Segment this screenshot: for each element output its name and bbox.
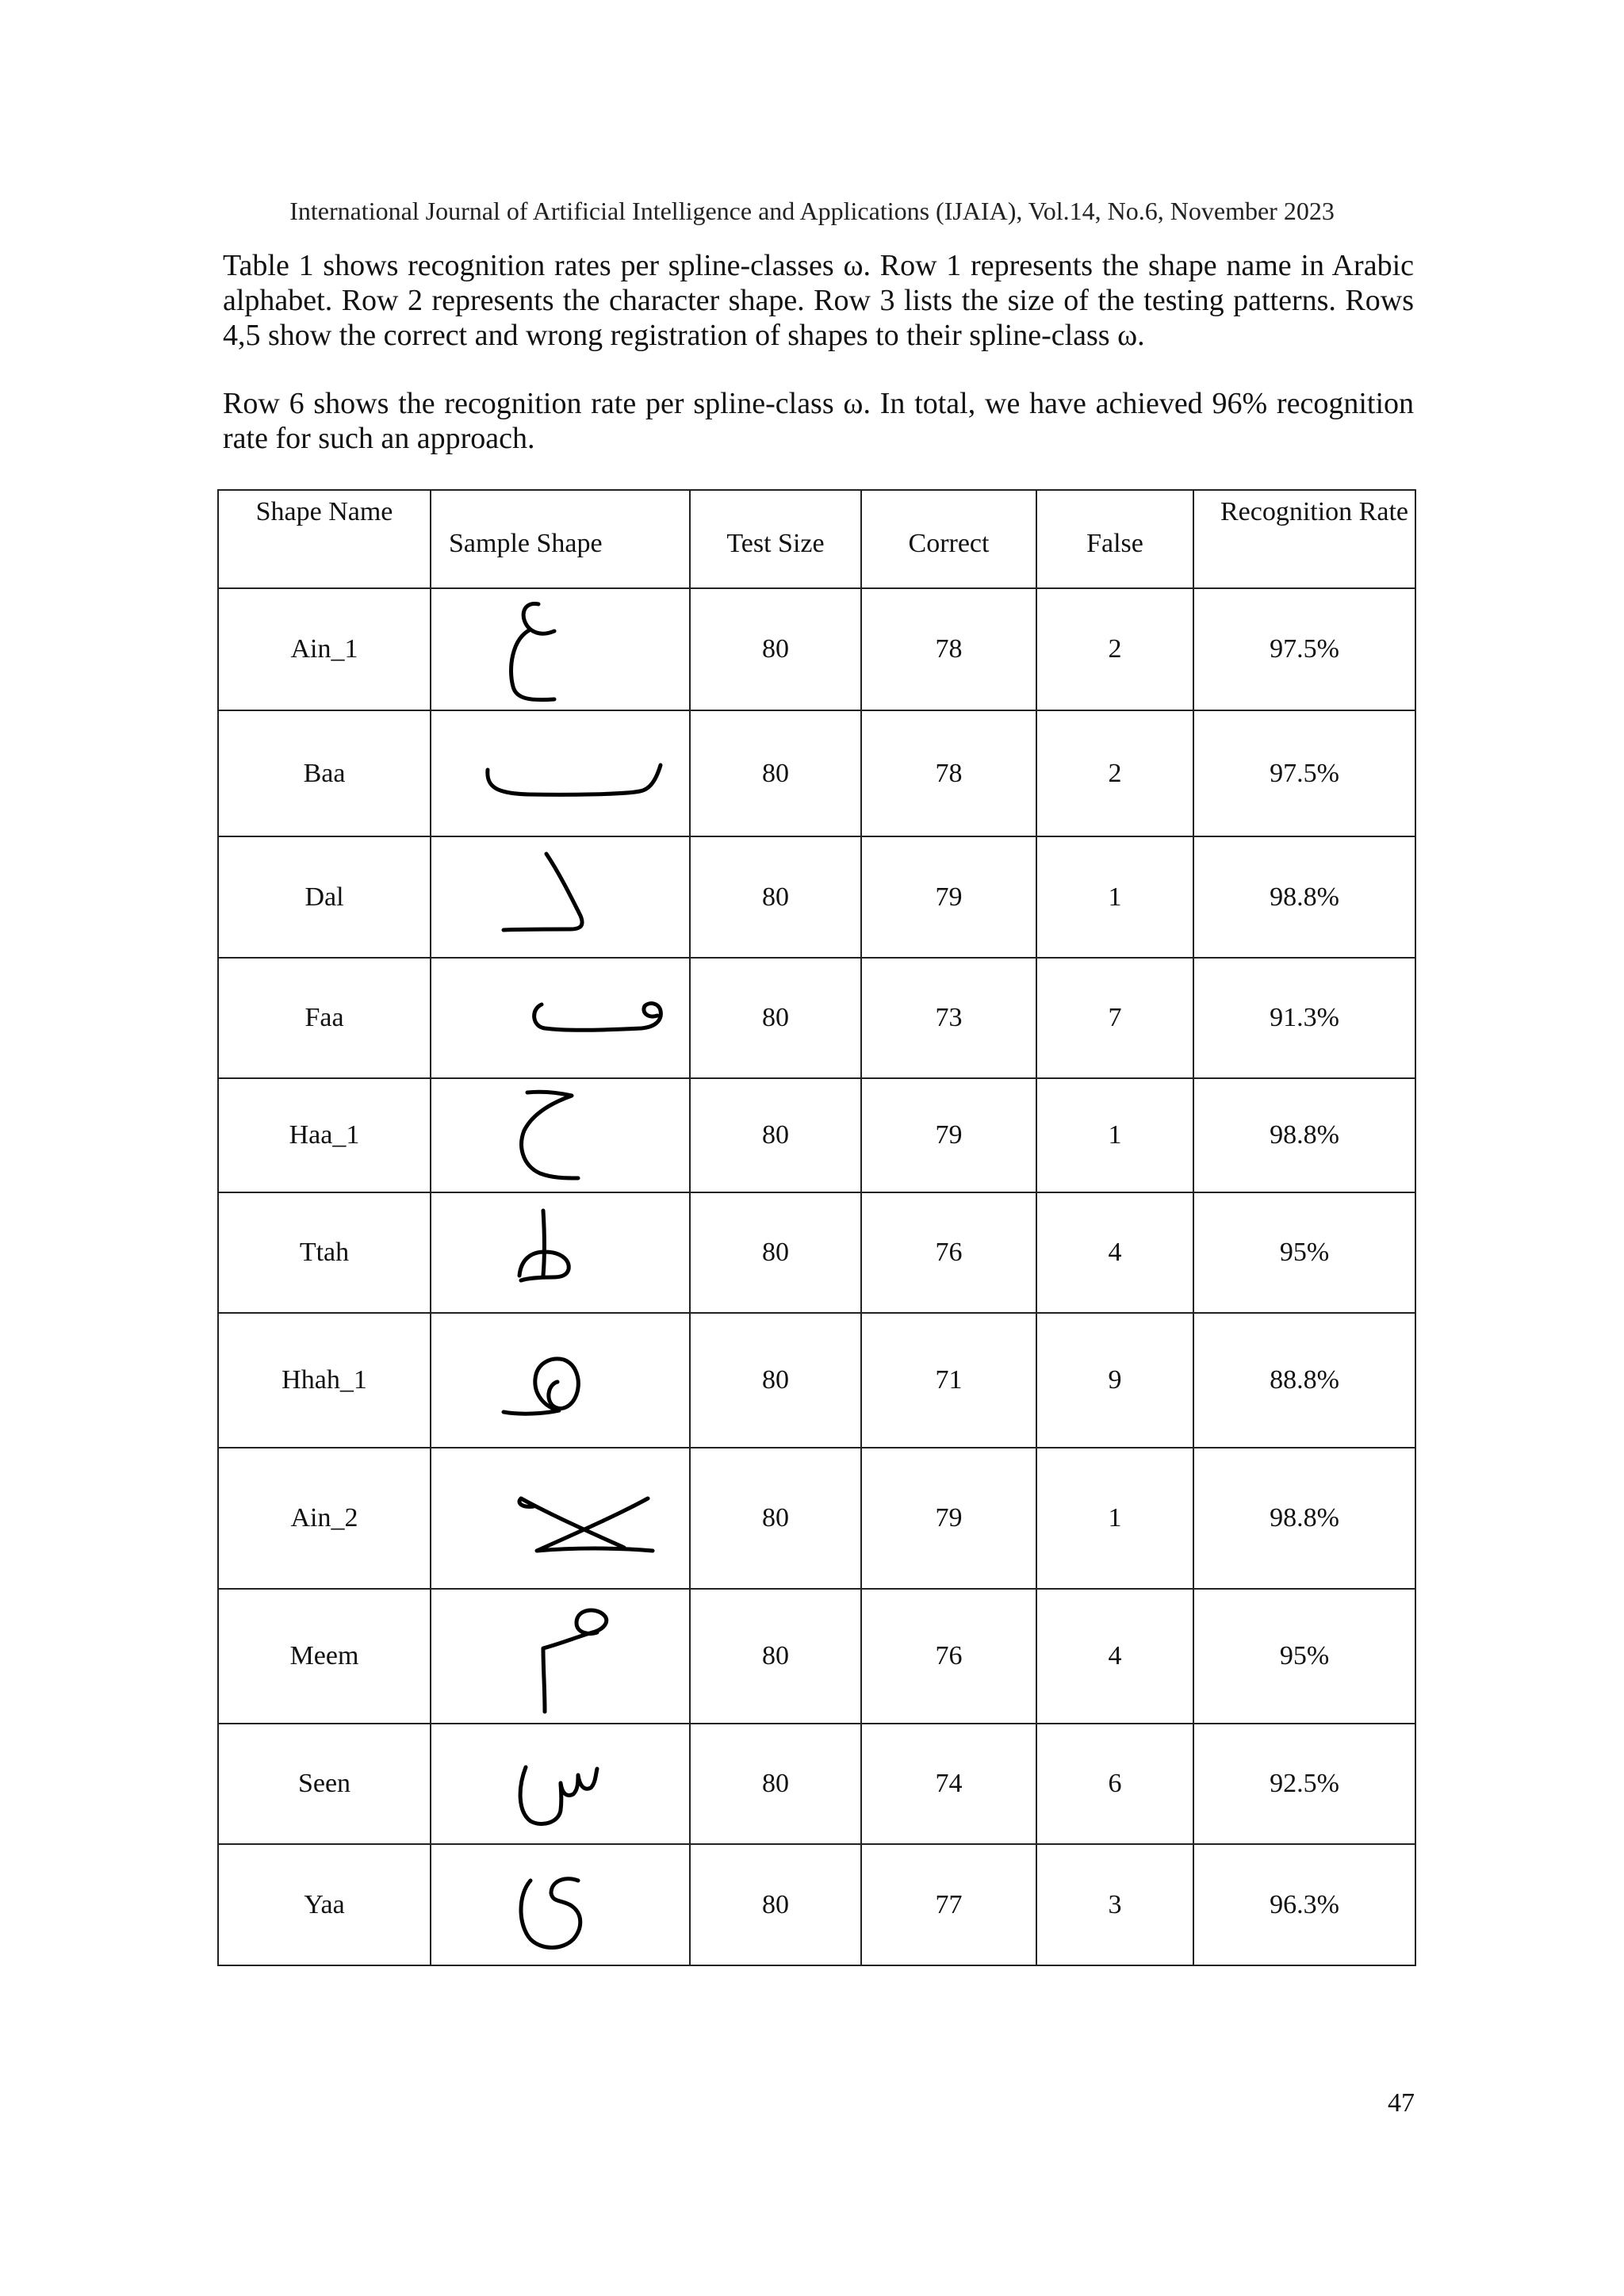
shape-name-cell: Ain_1 xyxy=(218,588,431,710)
false-cell: 1 xyxy=(1036,1078,1193,1192)
paragraph-recognition-summary: Row 6 shows the recognition rate per spline-class ω. In total, we have achieved 96% recognition rate for such an approach. xyxy=(223,387,1414,455)
false-cell: 1 xyxy=(1036,836,1193,958)
table-row xyxy=(218,1448,1415,1589)
false-cell: 7 xyxy=(1036,958,1193,1078)
recognition-rate-cell: 92.5% xyxy=(1193,1724,1415,1844)
handwritten-ain-2-icon xyxy=(434,1451,688,1586)
table-row xyxy=(218,1313,1415,1448)
false-cell: 4 xyxy=(1036,1589,1193,1724)
recognition-rate-cell: 98.8% xyxy=(1193,836,1415,958)
test-size-cell: 80 xyxy=(690,1448,861,1589)
correct-cell: 77 xyxy=(861,1844,1036,1965)
page-number: 47 xyxy=(1388,2088,1415,2118)
table-header-row xyxy=(218,490,1415,588)
handwritten-seen-icon xyxy=(442,1724,680,1843)
header-false: False xyxy=(1036,490,1193,588)
test-size-cell: 80 xyxy=(690,1724,861,1844)
shape-name-cell: Dal xyxy=(218,836,431,958)
table-row xyxy=(218,588,1415,710)
header-shape-name: Shape Name xyxy=(218,490,431,588)
recognition-rate-cell: 91.3% xyxy=(1193,958,1415,1078)
handwritten-ttah-icon xyxy=(442,1193,680,1312)
recognition-rate-cell: 95% xyxy=(1193,1589,1415,1724)
handwritten-faa-icon xyxy=(434,959,688,1077)
false-cell: 2 xyxy=(1036,588,1193,710)
table-row xyxy=(218,710,1415,836)
test-size-cell: 80 xyxy=(690,1589,861,1724)
shape-name-cell: Seen xyxy=(218,1724,431,1844)
table-row xyxy=(218,1844,1415,1965)
handwritten-dal-icon xyxy=(442,838,680,957)
recognition-rate-cell: 96.3% xyxy=(1193,1844,1415,1965)
shape-name-cell: Faa xyxy=(218,958,431,1078)
test-size-cell: 80 xyxy=(690,1078,861,1192)
header-sample-shape: Sample Shape xyxy=(431,490,690,588)
test-size-cell: 80 xyxy=(690,1844,861,1965)
handwritten-hhah-1-icon xyxy=(442,1317,680,1444)
recognition-rate-cell: 97.5% xyxy=(1193,710,1415,836)
header-correct: Correct xyxy=(861,490,1036,588)
false-cell: 6 xyxy=(1036,1724,1193,1844)
false-cell: 4 xyxy=(1036,1192,1193,1313)
shape-name-cell: Meem xyxy=(218,1589,431,1724)
test-size-cell: 80 xyxy=(690,710,861,836)
recognition-rate-table xyxy=(217,489,1416,1966)
false-cell: 2 xyxy=(1036,710,1193,836)
correct-cell: 71 xyxy=(861,1313,1036,1448)
recognition-rate-cell: 95% xyxy=(1193,1192,1415,1313)
table-row xyxy=(218,1724,1415,1844)
table-row xyxy=(218,1589,1415,1724)
handwritten-ain-1-icon xyxy=(442,590,680,709)
correct-cell: 74 xyxy=(861,1724,1036,1844)
test-size-cell: 80 xyxy=(690,836,861,958)
paragraph-table-description: Table 1 shows recognition rates per spline-classes ω. Row 1 represents the shape name in Arabic alphabet. Row 2 represents the character shape. Row 3 lists the size of the testing patterns. Rows 4,5 show the correct and wrong registration of shapes to their spline-class ω. xyxy=(223,249,1414,352)
shape-name-cell: Haa_1 xyxy=(218,1078,431,1192)
header-test-size: Test Size xyxy=(690,490,861,588)
table-row xyxy=(218,1192,1415,1313)
handwritten-yaa-icon xyxy=(442,1846,680,1965)
correct-cell: 76 xyxy=(861,1192,1036,1313)
table-row xyxy=(218,1078,1415,1192)
test-size-cell: 80 xyxy=(690,588,861,710)
correct-cell: 79 xyxy=(861,1448,1036,1589)
correct-cell: 73 xyxy=(861,958,1036,1078)
shape-name-cell: Ttah xyxy=(218,1192,431,1313)
recognition-rate-cell: 88.8% xyxy=(1193,1313,1415,1448)
correct-cell: 79 xyxy=(861,836,1036,958)
correct-cell: 78 xyxy=(861,588,1036,710)
table-row xyxy=(218,836,1415,958)
header-recognition-rate: Recognition Rate xyxy=(1193,490,1415,588)
correct-cell: 79 xyxy=(861,1078,1036,1192)
false-cell: 3 xyxy=(1036,1844,1193,1965)
false-cell: 1 xyxy=(1036,1448,1193,1589)
test-size-cell: 80 xyxy=(690,1192,861,1313)
test-size-cell: 80 xyxy=(690,958,861,1078)
shape-name-cell: Baa xyxy=(218,710,431,836)
recognition-rate-cell: 98.8% xyxy=(1193,1078,1415,1192)
shape-name-cell: Yaa xyxy=(218,1844,431,1965)
recognition-rate-cell: 97.5% xyxy=(1193,588,1415,710)
recognition-rate-cell: 98.8% xyxy=(1193,1448,1415,1589)
journal-header: International Journal of Artificial Intelligence and Applications (IJAIA), Vol.14, No.6, November 2023 xyxy=(289,197,1335,225)
test-size-cell: 80 xyxy=(690,1313,861,1448)
shape-name-cell: Hhah_1 xyxy=(218,1313,431,1448)
shape-name-cell: Ain_2 xyxy=(218,1448,431,1589)
correct-cell: 76 xyxy=(861,1589,1036,1724)
handwritten-haa-1-icon xyxy=(442,1080,680,1191)
false-cell: 9 xyxy=(1036,1313,1193,1448)
correct-cell: 78 xyxy=(861,710,1036,836)
handwritten-baa-icon xyxy=(434,714,688,833)
handwritten-meem-icon xyxy=(442,1593,680,1720)
table-row xyxy=(218,958,1415,1078)
